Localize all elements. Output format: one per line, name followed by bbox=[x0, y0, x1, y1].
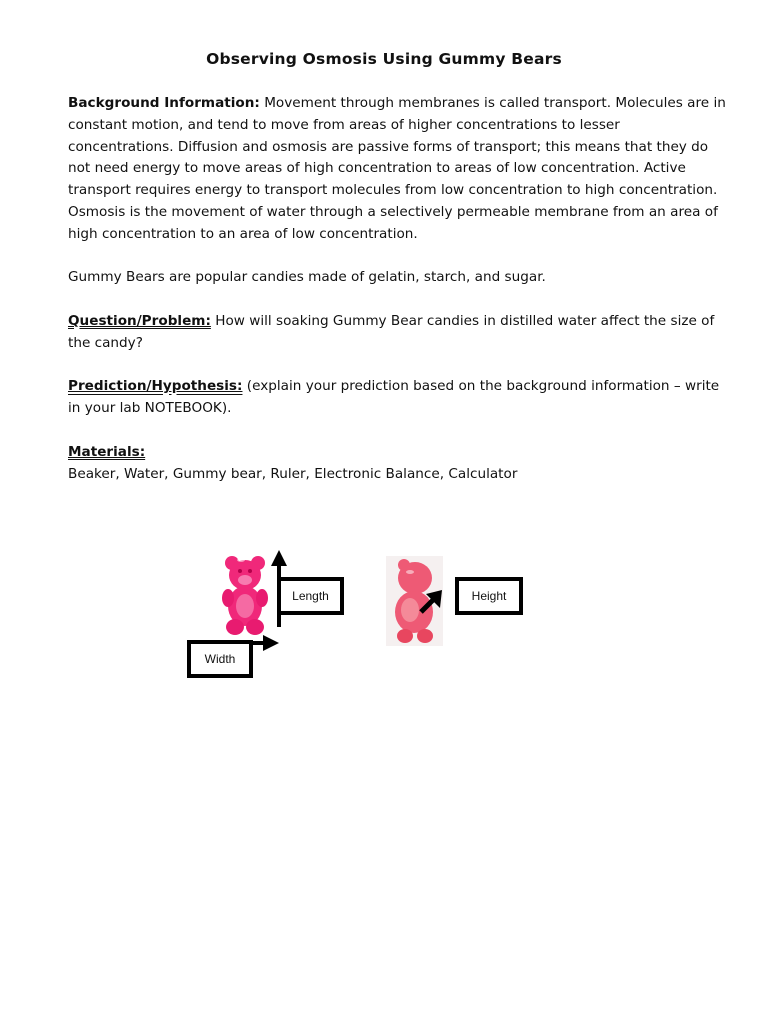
question-paragraph bbox=[68, 311, 728, 355]
gummy-intro-paragraph: Gummy Bears are popular candies made of gelatin, starch, and sugar. bbox=[68, 269, 546, 286]
background-text: Movement through membranes is called transport. Molecules are in constant motion, and tend to move from areas of higher concentrations to lesser concentrations. Diffusion and osmosis are passive forms of transport; this means that they do not need energy to move areas of high concentration to areas of low concentration. Active transport requires energy to transport molecules from low concentration to high concentration. Osmosis is the movement of water through a selectively permeable membrane from an area of high concentration to an area of low concentration. bbox=[68, 95, 726, 242]
page-title: Observing Osmosis Using Gummy Bears bbox=[206, 50, 562, 68]
height-label-box: Height bbox=[455, 577, 523, 615]
background-paragraph bbox=[68, 93, 728, 246]
materials-label: Materials: bbox=[68, 443, 146, 460]
materials-paragraph bbox=[68, 442, 728, 486]
document-body bbox=[68, 93, 728, 485]
question-label: Question/Problem: bbox=[68, 312, 211, 329]
prediction-paragraph bbox=[68, 376, 728, 420]
prediction-text: (explain your prediction based on the background information – write in your lab NOTEBOOK). bbox=[68, 378, 720, 417]
gummy-bear-side-icon bbox=[386, 556, 443, 646]
length-label-box: Length bbox=[277, 577, 344, 615]
prediction-label: Prediction/Hypothesis: bbox=[68, 378, 243, 395]
height-arrow-icon bbox=[421, 590, 442, 612]
background-label: Background Information: bbox=[68, 95, 260, 111]
question-text: How will soaking Gummy Bear candies in distilled water affect the size of the candy? bbox=[68, 312, 715, 351]
materials-text: Beaker, Water, Gummy bear, Ruler, Electronic Balance, Calculator bbox=[68, 465, 518, 482]
width-label-box: Width bbox=[187, 640, 253, 678]
gummy-bear-front-icon bbox=[222, 556, 268, 635]
